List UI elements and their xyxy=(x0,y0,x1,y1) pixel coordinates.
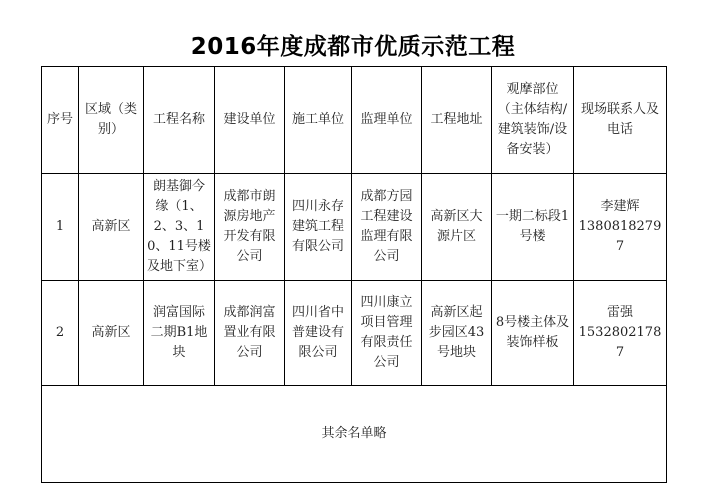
table-row xyxy=(42,281,667,386)
contact-phone: 13808182797 xyxy=(578,219,662,254)
footer-note: 其余名单略 xyxy=(42,386,667,483)
cell-builder: 成都润富置业有限公司 xyxy=(215,281,285,386)
header-region: 区域（类别） xyxy=(79,67,144,174)
cell-no: 2 xyxy=(42,281,79,386)
cell-contact xyxy=(574,174,667,281)
header-no: 序号 xyxy=(42,67,79,174)
cell-observation-part: 一期二标段1号楼 xyxy=(492,174,574,281)
document-title: 2016年度成都市优质示范工程 xyxy=(190,34,516,60)
table-row xyxy=(42,174,667,281)
table-header-row xyxy=(42,67,667,174)
cell-contractor: 四川永存建筑工程有限公司 xyxy=(285,174,352,281)
cell-contact xyxy=(574,281,667,386)
cell-supervisor: 成都方园工程建设监理有限公司 xyxy=(352,174,422,281)
project-table xyxy=(41,66,667,483)
header-builder: 建设单位 xyxy=(215,67,285,174)
contact-name: 雷强 xyxy=(606,305,633,320)
cell-region: 高新区 xyxy=(79,281,144,386)
cell-observation-part: 8号楼主体及装饰样板 xyxy=(492,281,574,386)
header-project: 工程名称 xyxy=(144,67,215,174)
header-observation-part: 观摩部位（主体结构/建筑装饰/设备安装） xyxy=(492,67,574,174)
contact-phone: 15328021787 xyxy=(578,325,662,360)
contact-name: 李建辉 xyxy=(600,199,640,214)
cell-address: 高新区大源片区 xyxy=(422,174,492,281)
cell-project: 朗基御今缘（1、2、3、10、11号楼及地下室） xyxy=(144,174,215,281)
cell-no: 1 xyxy=(42,174,79,281)
header-contact: 现场联系人及电话 xyxy=(574,67,667,174)
cell-address: 高新区起步园区43号地块 xyxy=(422,281,492,386)
cell-region: 高新区 xyxy=(79,174,144,281)
header-address: 工程地址 xyxy=(422,67,492,174)
cell-contractor: 四川省中普建设有限公司 xyxy=(285,281,352,386)
cell-supervisor: 四川康立项目管理有限责任公司 xyxy=(352,281,422,386)
cell-project: 润富国际二期B1地块 xyxy=(144,281,215,386)
header-contractor: 施工单位 xyxy=(285,67,352,174)
cell-builder: 成都市朗源房地产开发有限公司 xyxy=(215,174,285,281)
table-footer-row xyxy=(42,386,667,483)
header-supervisor: 监理单位 xyxy=(352,67,422,174)
